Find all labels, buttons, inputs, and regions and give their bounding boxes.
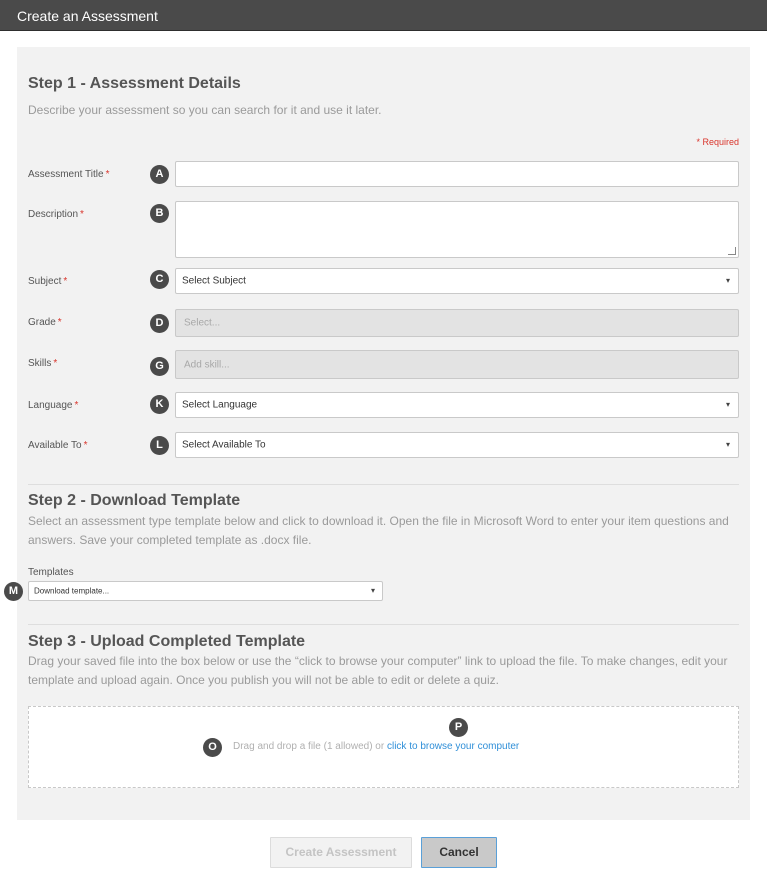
badge-g: G	[150, 357, 169, 376]
step1-description: Describe your assessment so you can search for it and use it later.	[28, 103, 382, 117]
skills-input[interactable]	[175, 350, 739, 379]
templates-label: Templates	[28, 567, 74, 578]
templates-select[interactable]	[28, 581, 383, 601]
step3-heading: Step 3 - Upload Completed Template	[28, 633, 306, 650]
step3-description: Drag your saved file into the box below or use the “click to browse your computer” link to upload the file. To make changes, edit your template and upload again. Once you publish you will not be able to edit or delete a quiz.	[28, 654, 728, 687]
badge-m: M	[4, 582, 23, 601]
dialog-title: Create an Assessment	[17, 8, 158, 24]
caret-down-icon: ▾	[725, 276, 730, 286]
required-star: *	[74, 400, 79, 411]
caret-down-icon: ▾	[370, 586, 375, 596]
badge-p: P	[449, 718, 468, 737]
dropzone-text: Drag and drop a file (1 allowed) or click to browse your computer	[233, 741, 520, 752]
create-assessment-button[interactable]: Create Assessment	[270, 837, 412, 868]
step1-heading: Step 1 - Assessment Details	[28, 75, 241, 92]
grade-select[interactable]	[175, 309, 739, 337]
skills-label: Skills *	[28, 358, 58, 369]
step2-description: Select an assessment type template below and click to download it. Open the file in Microsoft Word to enter your item questions and answers. Save your completed template as .docx file.	[28, 514, 729, 547]
grade-placeholder: Select...	[184, 317, 221, 329]
badge-a: A	[150, 165, 169, 184]
required-star: *	[53, 358, 58, 369]
form-panel	[17, 47, 750, 820]
language-select-value: Select Language	[182, 399, 258, 411]
required-star: *	[63, 276, 68, 287]
required-star: *	[57, 317, 62, 328]
caret-down-icon: ▾	[725, 400, 730, 410]
resize-handle-icon[interactable]	[728, 247, 736, 255]
required-star: *	[80, 209, 84, 220]
badge-o: O	[203, 738, 222, 757]
language-label: Language *	[28, 400, 79, 411]
section-divider	[28, 624, 739, 625]
step2-heading: Step 2 - Download Template	[28, 492, 241, 509]
assessment-title-label: Assessment Title *	[28, 169, 110, 180]
available-to-label: Available To *	[28, 440, 88, 451]
badge-b: B	[150, 204, 169, 223]
dialog-titlebar	[0, 0, 767, 31]
subject-select-value: Select Subject	[182, 275, 246, 287]
badge-d: D	[150, 314, 169, 333]
required-star: *	[105, 169, 110, 180]
subject-select[interactable]	[175, 268, 739, 294]
cancel-button[interactable]: Cancel	[421, 837, 497, 868]
badge-l: L	[150, 436, 169, 455]
file-dropzone[interactable]	[28, 706, 739, 788]
assessment-title-input[interactable]	[175, 161, 739, 187]
badge-k: K	[150, 395, 169, 414]
badge-c: C	[150, 270, 169, 289]
required-note: * Required	[696, 137, 739, 147]
subject-label: Subject *	[28, 276, 68, 287]
available-to-select[interactable]	[175, 432, 739, 458]
skills-placeholder: Add skill...	[184, 359, 230, 370]
section-divider	[28, 484, 739, 485]
language-select[interactable]	[175, 392, 739, 418]
browse-computer-link[interactable]: click to browse your computer	[386, 741, 520, 752]
required-star: *	[83, 440, 88, 451]
grade-label: Grade *	[28, 317, 62, 328]
available-to-select-value: Select Available To	[182, 439, 266, 451]
caret-down-icon: ▾	[725, 440, 730, 450]
description-label: Description *	[28, 209, 84, 220]
templates-select-value: Download template...	[34, 586, 110, 596]
description-textarea[interactable]	[175, 201, 739, 258]
